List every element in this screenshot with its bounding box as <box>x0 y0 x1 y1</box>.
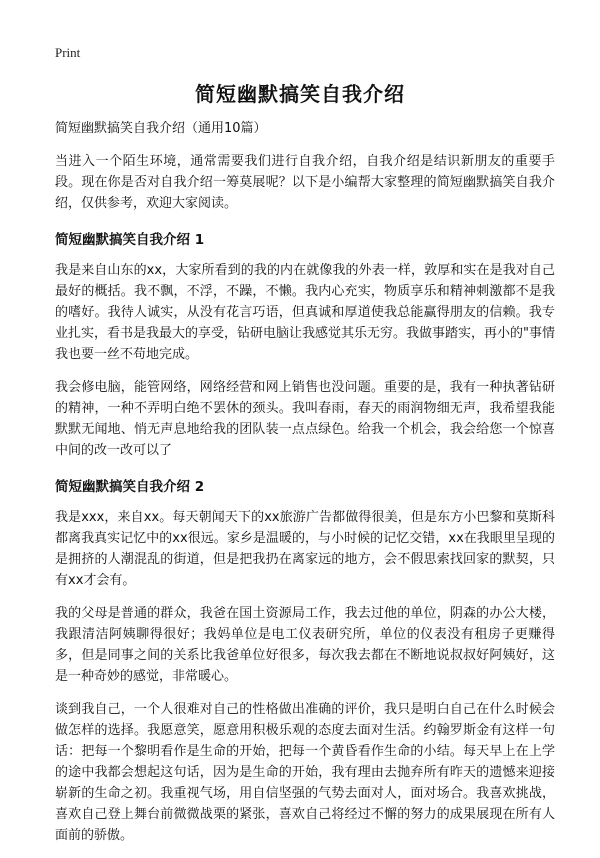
section-heading-2: 简短幽默搞笑自我介绍 2 <box>55 479 205 495</box>
section-2-paragraph-2: 我的父母是普通的群众，我爸在国土资源局工作，我去过他的单位，阴森的办公大楼，我跟清洁阿姨聊得很好；我妈单位是电工仪表研究所，单位的仪表没有租房子更赚得多，但是同事之间的关系比我爸单位好很多，每次我去都在不断地说叔叔好阿姨好，这是一种奇妙的感觉，非常暖心。 <box>55 606 555 684</box>
page-title: 简短幽默搞笑自我介绍 <box>195 82 405 106</box>
section-2-paragraph-3: 谈到我自己，一个人很难对自己的性格做出准确的评价，我只是明白自己在什么时候会做怎样的选择。我愿意笑，愿意用积极乐观的态度去面对生活。约翰罗斯金有这样一句话：把每一个黎明看作是生命的开始，把每一个黄昏看作生命的小结。每天早上在上学的途中我都会想起这句话，因为是生命的开始，我有理由去抛弃所有昨天的遗憾来迎接崭新的生命之初。我重视气场，用自信坚强的气势去面对人，面对场合。我喜欢挑战，喜欢自己登上舞台前微微战栗的紧张，喜欢自己将经过不懈的努力的成果展现在所有人面前的骄傲。 <box>55 702 555 843</box>
section-1-paragraph-2: 我会修电脑，能管网络，网络经营和网上销售也没问题。重要的是，我有一种执著钻研的精神，一种不弄明白绝不罢休的颈头。我叫春雨，春天的雨润物细无声，我希望我能默默无闻地、悄无声息地给我的团队装一点点绿色。给我一个机会，我会给您一个惊喜中间的改一改可以了 <box>55 380 555 458</box>
intro-paragraph: 当进入一个陌生环境，通常需要我们进行自我介绍，自我介绍是结识新朋友的重要手段。现在你是否对自我介绍一筹莫展呢？以下是小编帮大家整理的简短幽默搞笑自我介绍，仅供参考，欢迎大家阅读。 <box>55 154 555 211</box>
section-heading-1: 简短幽默搞笑自我介绍 1 <box>55 232 205 248</box>
section-1-paragraph-1: 我是来自山东的xx，大家所看到的我的内在就像我的外表一样，敦厚和实在是我对自己最好的概括。我不飘，不浮，不躁，不懒。我内心充实，物质享乐和精神刺激都不是我的嗜好。我待人诚实，从没有花言巧语，但真诚和厚道使我总能赢得朋友的信赖。我专业扎实，看书是我最大的享受，钻研电脑让我感觉其乐无穷。我做事踏实，再小的"事情我也要一丝不苟地完成。 <box>55 263 555 362</box>
document-subtitle: 简短幽默搞笑自我介绍（通用10篇） <box>55 121 267 136</box>
section-2-paragraph-1: 我是xxx，来自xx。每天朝闻天下的xx旅游广告都做得很美，但是东方小巴黎和莫斯科都离我真实记忆中的xx很远。家乡是温暖的，与小时候的记忆交错，xx在我眼里呈现的是拥挤的人潮混乱的街道，但是把我扔在离家远的地方，会不假思索找回家的默契，只有xx才会有。 <box>55 510 555 588</box>
document-body <box>55 118 555 858</box>
print-link[interactable]: Print <box>55 45 81 60</box>
